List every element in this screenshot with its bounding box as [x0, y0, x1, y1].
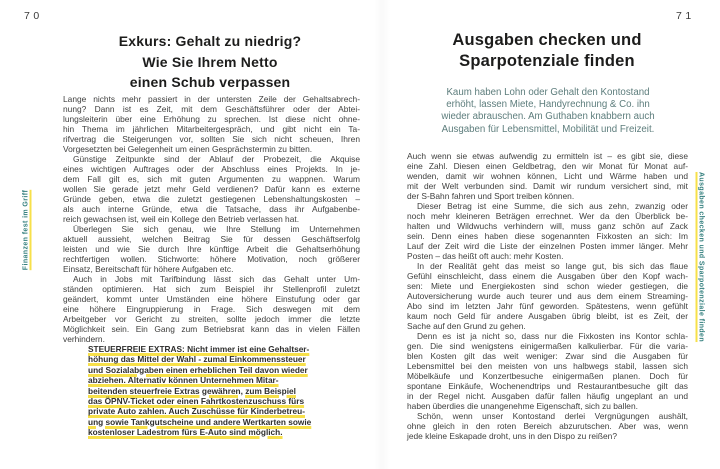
right-body-text: Auch wenn sie etwas aufwendig zu ermitteln ist – es gibt sie, diese eine Zahl. Diesen einen Geldbetrag, den wir Monat für Monat auf- wenden, damit wir wohnen können, Licht und Wärme haben und mit der Welt verbunden sind. Damit wir rundum versichert sind, mit der S-Bahn fahren und Sport treiben können. Dieser Betrag ist eine Summe, die sich aus zehn, zwanzig oder noch mehr kleineren Beträgen errechnet. Wer da den Überblick be- halten und Wildwuchs verhindern will, muss ganz schön auf Zack sein. Denn eines haben diese sogenannten Fixkosten an sich: Im Lauf der Zeit wird die Liste der einzelnen Posten immer länger. Mehr Posten – das heißt oft auch: mehr Kosten. In der Realität geht das meist so lange gut, bis sich das flaue Gefühl einschleicht, dass einem die Ausgaben über den Kopf wach- sen: Miete und Energiekosten sind schon wieder gestiegen, die Autoversicherung wurde auch teurer und aus dem einem Streaming- Abo sind im letzten Jahr fünf geworden. Spätestens, wenn gefühlt kaum noch Geld für andere Ausgaben übrig bleibt, ist es Zeit, der Sache auf den Grund zu gehen. Denn es ist ja nicht so, dass nur die Fixkosten ins Kontor schla- gen. Die sind wenigstens einigermaßen kalkulierbar. Für die varia- blen Kosten gilt das weit weniger: Zwar sind die Ausgaben für Lebensmittel bei den meisten von uns halbwegs stabil, lassen sich Möbelkäufe und Konzertbesuche einigermaßen planen. Doch für spontane Einkäufe, Wochenendtrips und Restaurantbesuche gilt das in der Regel nicht. Ausgaben dafür fallen häufig ungeplant an und haben überdies die unangenehme Eigenschaft, sich zu ballen. Schön, wenn unser Kontostand derlei Vergnügungen aushält, ohne gleich in den roten Bereich abzurutschen. Aber was, wenn jede kleine Eskapade droht, uns in den Dispo zu reißen?: [407, 151, 688, 441]
left-body-text: Lange nichts mehr passiert in der untersten Zeile der Gehaltsabrech- nung? Dann ist es Zeit, mit dem Geschäftsführer oder der Abtei- lungsleiterin über eine Erhöhung zu sprechen. Ist diese nicht ohne- hin Thema im jährlichen Mitarbeitergespräch, und gibt nicht ein Ta- rifvertrag die Steigerungen vor, sollten Sie sich nicht scheuen, Ihren Vorgesetzten bei Gelegenheit um einen Gesprächstermin zu bitten. Günstige Zeitpunkte sind der Ablauf der Probezeit, die Akquise eines wichtigen Auftrages oder der Abschluss eines Projekts. In je- dem Fall gilt es, sich mit guten Argumenten zu wappnen. Warum wollen Sie gerade jetzt mehr Geld verdienen? Dafür kann es externe Gründe geben, etwa die zuletzt gestiegenen Lebenshaltungskosten – als auch interne Gründe, etwa die Tatsache, dass ihr Aufgabenbe- reich gewachsen ist, weil ein Kollege den Betrieb verlassen hat. Überlegen Sie sich genau, wie Ihre Stellung im Unternehmen aktuell aussieht, welchen Beitrag Sie für dessen Geschäftserfolg leisten und wie Sie durch Ihre künftige Arbeit die Gehaltserhöhung rechtfertigen wollen. Stichworte: höhere Motivation, noch größerer Einsatz, Bereitschaft für höhere Aufgaben etc. Auch in Jobs mit Tarifbindung lässt sich das Gehalt unter Um- ständen optimieren. Hat sich zum Beispiel ihr Stellenprofil zuletzt geändert, kommt unter Umständen eine höhere Einstufung oder gar eine höhere Eingruppierung in Frage. Sich deswegen mit dem Arbeitgeber vor Gericht zu streiten, sollte jedoch immer die letzte Möglichkeit sein. Ein Gang zum Betriebsrat kann das in vielen Fällen verhindern.: [63, 94, 360, 344]
right-page-intro: Kaum haben Lohn oder Gehalt den Kontostand erhöht, lassen Miete, Handyrechnung & Co. ihn wieder abrauschen. Am Guthaben knabbern auch Ausgaben für Lebensmittel, Mobilität und Freizeit.: [441, 87, 655, 135]
page-number-right: 71: [676, 10, 695, 22]
left-page-title: Exkurs: Gehalt zu niedrig? Wie Sie Ihrem Netto einen Schub verpassen: [118, 33, 302, 90]
chapter-margin-tab-left: Finanzen fest im Griff: [22, 189, 30, 271]
chapter-margin-tab-right: Ausgaben checken und Sparpotenziale finden: [697, 171, 705, 343]
right-page-title: Ausgaben checken und Sparpotenziale finden: [452, 31, 642, 70]
tax-free-extras-tip-box: STEUERFREIE EXTRAS: Nicht immer ist eine Gehaltser- höhung das Mittel der Wahl - zumal Einkommenssteuer und Sozialabgaben einen erheblichen Teil davon wieder abziehen. Alternativ können Unternehmen Mitar- beitenden steuerfreie Extras gewähren, zum Beispiel das ÖPNV-Ticket oder einen Fahrtkostenzuschuss fürs private Auto zahlen. Auch Zuschüsse für Kinderbetreu- ung sowie Tankgutscheine und andere Wertkarten sowie kostenloser Ladestrom fürs E-Auto sind möglich.: [88, 344, 312, 438]
page-gutter: [374, 0, 390, 469]
page-number-left: 70: [24, 10, 43, 22]
